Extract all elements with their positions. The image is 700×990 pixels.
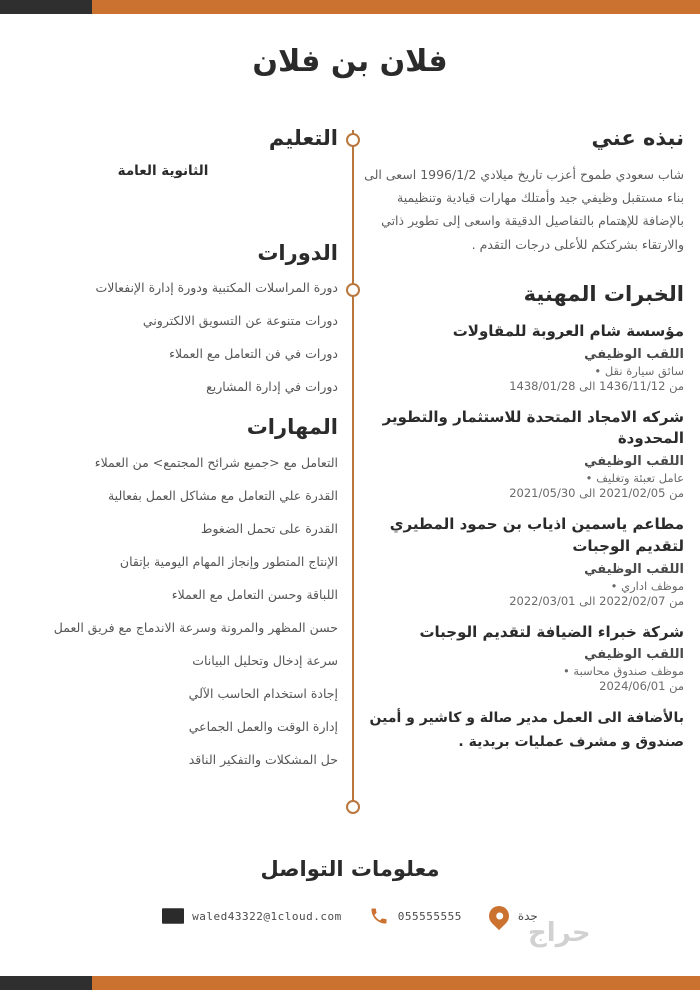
skill-item: القدرة علي التعامل مع مشاكل العمل بفعالية [107,487,338,503]
course-item: دورات في إدارة المشاريع [206,379,338,395]
experience-role-label: اللقب الوظيفي [584,346,684,362]
experience-date: من 1436/11/12 الى 1438/01/28 [509,378,684,393]
contact-section-title: معلومات التواصل [260,857,440,881]
experience-company: مؤسسة شام العروبة للمقاولات [452,321,684,340]
about-section-text: شاب سعودي طموح أعزب تاريخ ميلادي 1996/1/2 اسعى الى بناء مستقبل وظيفي جيد وأمتلك مهارات قيادية وتنظيمية بالإضافة للإهتمام بالتفاصيل الدقيقة واسعى إلى تطوير ذاتي والارتقاء بشركتكم للأعلى درجات التقدم . [364,167,684,252]
skill-item: سرعة إدخال وتحليل البيانات [192,652,338,668]
skill-item: حل المشكلات والتفكير الناقد [188,751,338,767]
skill-item: اللباقة وحسن التعامل مع العملاء [171,586,338,602]
contact-phone[interactable] [368,905,462,927]
experience-role-label: اللقب الوظيفي [584,647,684,663]
page-title: فلان بن فلان [252,44,448,79]
experience-column [362,126,684,755]
experience-item [362,407,684,501]
skill-item: التعامل مع <جميع شرائح المجتمع> من العملاء [94,454,338,470]
top-bar-dark [0,0,92,14]
experience-date: من 2021/02/05 الى 2021/05/30 [509,486,684,501]
skill-item: حسن المظهر والمرونة وسرعة الاندماج مع فريق العمل [53,619,338,635]
contact-email-text: waled43322@1cloud.com [192,909,342,923]
education-section-title: التعليم [268,126,338,150]
education-item: الثانوية العامة [117,163,209,180]
experience-role: موظف صندوق محاسبة • [362,664,684,678]
qualifications-column [16,126,338,783]
timeline-dot-top [346,133,360,147]
watermark-logo: حراج [528,918,591,948]
experience-section-title: الخبرات المهنية [523,281,684,306]
skill-item: إجادة استخدام الحاسب الآلي [188,685,338,701]
skills-section-title: المهارات [246,415,338,440]
contact-email[interactable] [162,905,342,927]
timeline-dot-bottom [346,800,360,814]
phone-icon [368,905,390,927]
experience-item [362,514,684,608]
email-envelope-icon [162,905,184,927]
course-item: دورة المراسلات المكتبية ودورة إدارة الإنفعالات [95,280,338,296]
skill-item: القدرة على تحمل الضغوط [200,520,338,536]
bottom-bar-accent [92,976,700,990]
experience-item [362,622,684,694]
experience-role: موظف اداري • [362,579,684,593]
course-item: دورات متنوعة عن التسويق الالكتروني [142,313,338,329]
experience-role: سائق سيارة نقل • [362,364,684,378]
skill-item: إدارة الوقت والعمل الجماعي [188,718,338,734]
contact-location-text: جدة [517,909,538,923]
top-bar-accent [92,0,700,14]
experience-role-label: اللقب الوظيفي [584,561,684,577]
courses-section-title: الدورات [257,241,338,266]
experience-closing-note: بالأضافة الى العمل مدير صالة و كاشير و أمين صندوق و مشرف عمليات بريدية . [369,710,684,751]
experience-company: مطاعم ياسمين اذياب بن حمود المطيري لتقديم الوجبات [389,515,684,555]
experience-company: شركه الامجاد المتحدة للاستثمار والتطوير المحدودة [382,407,684,448]
experience-item [362,321,684,393]
contact-phone-text: 055555555 [397,909,462,923]
about-section-title: نبذه عني [591,126,684,150]
experience-role-label: اللقب الوظيفي [584,454,684,470]
experience-date: من 2022/02/07 الى 2022/03/01 [509,593,684,608]
timeline-dot-middle [346,283,360,297]
experience-date: من 2024/06/01 [599,679,684,694]
bottom-decorative-bar [0,964,700,990]
experience-company: شركة خبراء الضيافة لتقديم الوجبات [419,622,684,641]
course-item: دورات في فن التعامل مع العملاء [169,346,338,362]
bottom-bar-dark [0,976,92,990]
timeline-line [352,130,354,810]
top-decorative-bar [0,0,700,26]
skill-item: الإنتاج المتطور وإنجاز المهام اليومية بإتقان [119,553,338,569]
experience-role: عامل تعبئة وتغليف • [362,471,684,485]
location-pin-icon [488,905,510,927]
